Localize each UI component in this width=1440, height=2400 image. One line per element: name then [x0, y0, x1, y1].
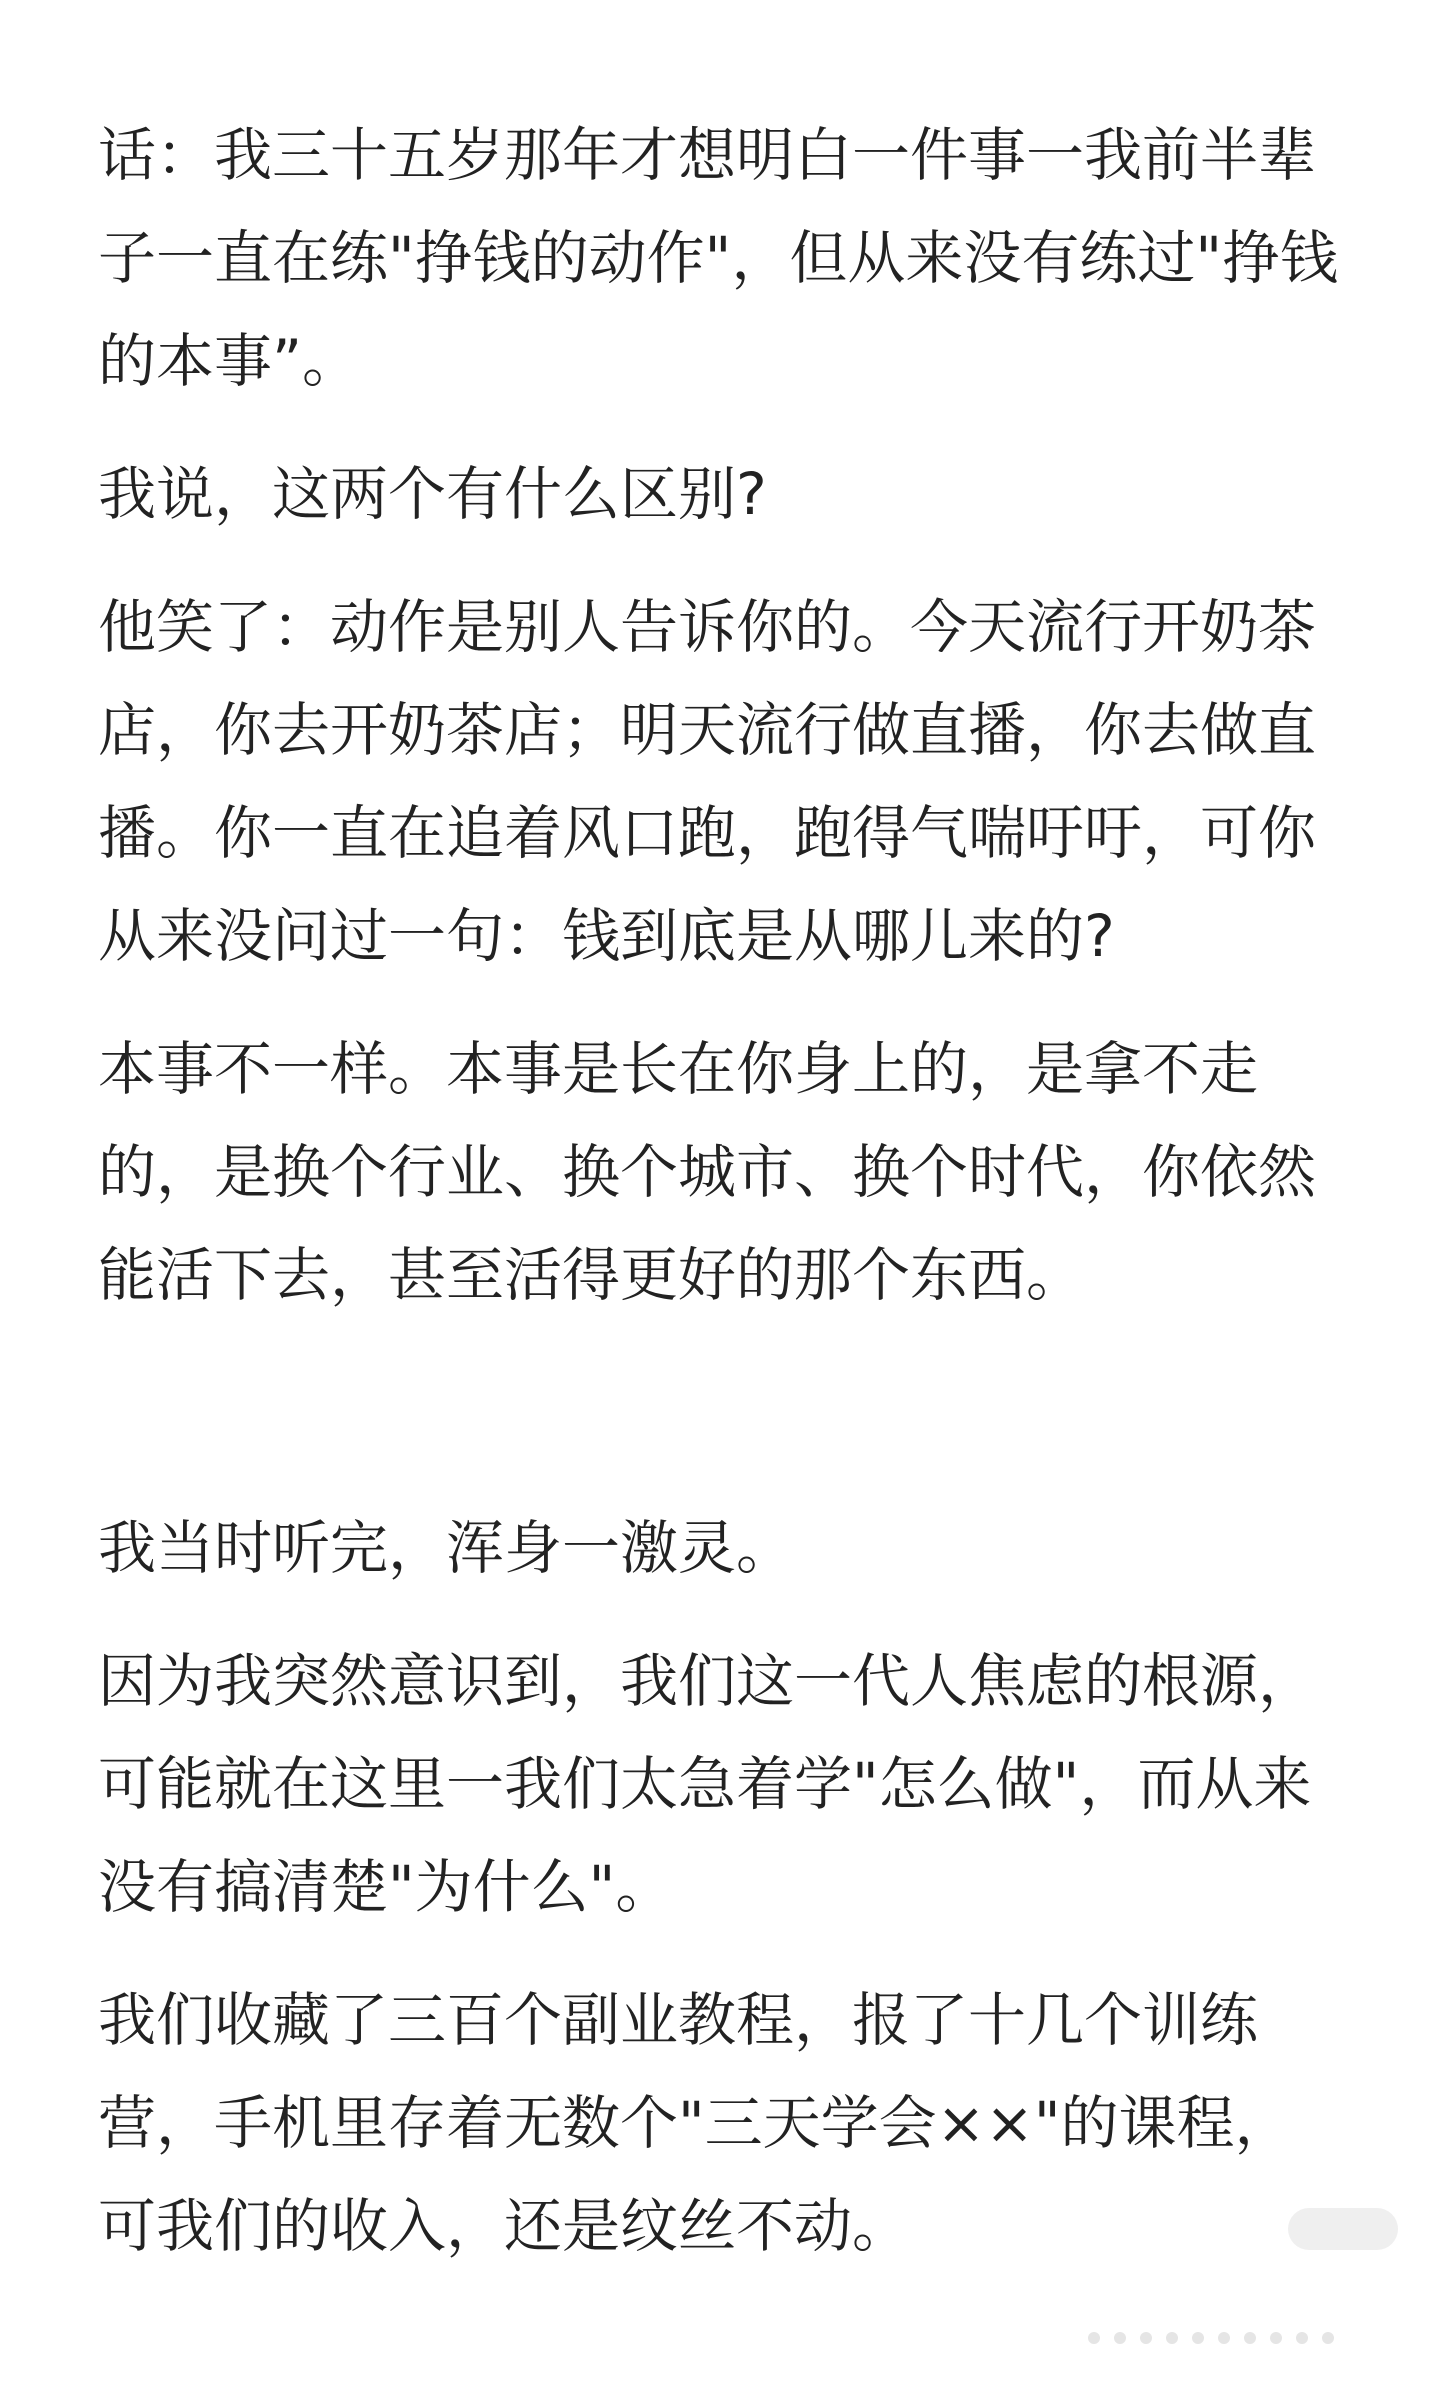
paragraph-1: 话：我三十五岁那年才想明白一件事一我前半辈子一直在练"挣钱的动作"，但从来没有练过"挣钱的本事”。 [98, 121, 1339, 395]
paragraph-6: 因为我突然意识到，我们这一代人焦虑的根源，可能就在这里一我们太急着学"怎么做"，而从来没有搞清楚"为什么"。 [98, 1647, 1317, 1921]
paragraph-2: 我说，这两个有什么区别? [98, 460, 767, 528]
paragraph-3: 他笑了：动作是别人告诉你的。今天流行开奶茶店，你去开奶茶店；明天流行做直播，你去做直播。你一直在追着风口跑，跑得气喘吁吁，可你从来没问过一句：钱到底是从哪儿来的? [98, 593, 1317, 970]
watermark-logo [1288, 2208, 1398, 2250]
footer-watermark-dots [1082, 2318, 1342, 2358]
paragraph-7: 我们收藏了三百个副业教程，报了十几个训练营，手机里存着无数个"三天学会××"的课程，可我们的收入，还是纹丝不动。 [98, 1986, 1293, 2260]
paragraph-5: 我当时听完，浑身一激灵。 [98, 1514, 795, 1582]
paragraph-gap [98, 988, 1348, 1018]
paragraph-gap [98, 1939, 1348, 1969]
article-body [98, 104, 1348, 2278]
paragraph-gap [98, 546, 1348, 576]
paragraph-4: 本事不一样。本事是长在你身上的，是拿不走的，是换个行业、换个城市、换个时代，你依然能活下去，甚至活得更好的那个东西。 [98, 1035, 1317, 1309]
section-gap [98, 1327, 1348, 1497]
paragraph-gap [98, 1600, 1348, 1630]
paragraph-gap [98, 413, 1348, 443]
